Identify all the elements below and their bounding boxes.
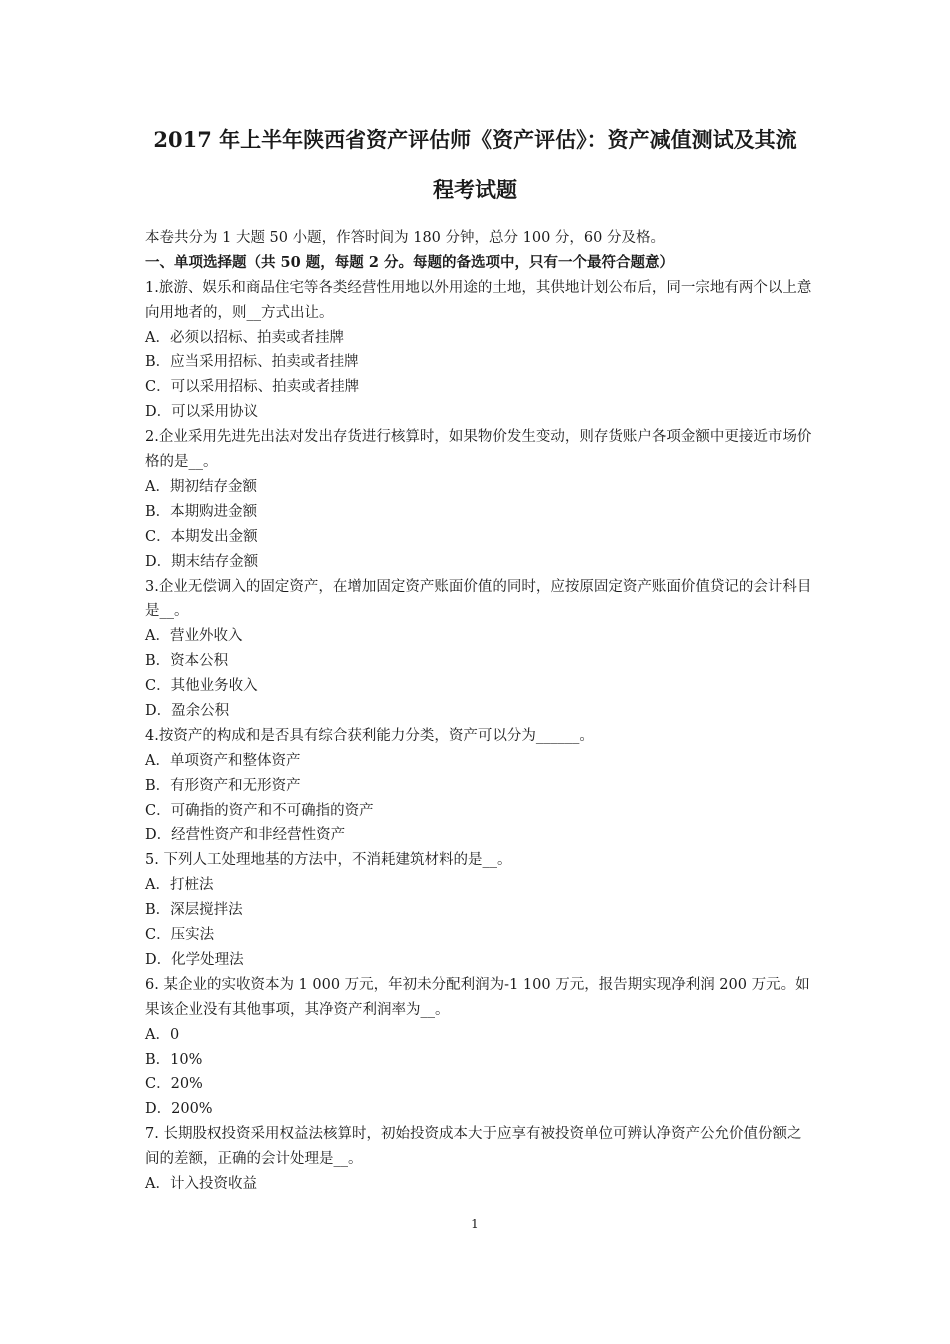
option: C．可以采用招标、拍卖或者挂牌	[145, 379, 360, 396]
option: A．打桩法	[145, 877, 214, 894]
question-stem: 6. 某企业的实收资本为 1 000 万元，年初未分配利润为-1 100 万元，报告期实现净利润 200 万元。如果该企业没有其他事项，其净资产利润率为__。	[145, 976, 810, 1018]
option: D．可以采用协议	[145, 404, 259, 421]
option: A．0	[145, 1026, 180, 1043]
option: B．10%	[145, 1051, 203, 1068]
option: C．本期发出金额	[145, 528, 258, 545]
option: C．其他业务收入	[145, 678, 258, 695]
document-title-line-2: 程考试题	[433, 177, 517, 202]
option: B．应当采用招标、拍卖或者挂牌	[145, 354, 359, 371]
option: D．200%	[145, 1101, 213, 1118]
page-number: 1	[471, 1217, 479, 1231]
option: C．压实法	[145, 927, 215, 944]
option: D．经营性资产和非经营性资产	[145, 827, 346, 844]
exam-intro: 本卷共分为 1 大题 50 小题，作答时间为 180 分钟，总分 100 分，60 分及格。	[145, 230, 665, 246]
option: A．期初结存金额	[145, 478, 257, 495]
option: C．可确指的资产和不可确指的资产	[145, 802, 374, 819]
document-body	[145, 226, 815, 1197]
question	[145, 973, 815, 1122]
option: A．必须以招标、拍卖或者挂牌	[145, 329, 344, 346]
option: D．期末结存金额	[145, 553, 259, 570]
question	[145, 1122, 815, 1197]
option: D．盈余公积	[145, 703, 230, 720]
option: C．20%	[145, 1076, 203, 1093]
question-stem: 4.按资产的构成和是否具有综合获利能力分类，资产可以分为______。	[145, 727, 594, 744]
option: A．单项资产和整体资产	[145, 752, 301, 769]
question	[145, 575, 815, 724]
option: B．本期购进金额	[145, 503, 258, 520]
question	[145, 724, 815, 848]
option: B．深层搅拌法	[145, 902, 243, 919]
option: A．营业外收入	[145, 628, 243, 645]
question-stem: 5. 下列人工处理地基的方法中，不消耗建筑材料的是__。	[145, 852, 512, 869]
section-heading: 一、单项选择题（共 50 题，每题 2 分。每题的备选项中，只有一个最符合题意）	[145, 253, 674, 271]
question	[145, 276, 815, 425]
option: B．有形资产和无形资产	[145, 777, 301, 794]
question-stem: 7. 长期股权投资采用权益法核算时，初始投资成本大于应享有被投资单位可辨认净资产公允价值份额之间的差额，正确的会计处理是__。	[145, 1126, 802, 1168]
option: D．化学处理法	[145, 951, 244, 968]
question-stem: 1.旅游、娱乐和商品住宅等各类经营性用地以外用途的土地，其供地计划公布后，同一宗地有两个以上意向用地者的，则__方式出让。	[145, 279, 812, 321]
question	[145, 848, 815, 972]
question-stem: 3.企业无偿调入的固定资产，在增加固定资产账面价值的同时，应按原固定资产账面价值贷记的会计科目是__。	[145, 578, 812, 620]
document-title-line-1: 2017 年上半年陕西省资产评估师《资产评估》：资产减值测试及其流	[153, 127, 797, 152]
question-stem: 2.企业采用先进先出法对发出存货进行核算时，如果物价发生变动，则存货账户各项金额中更接近市场价格的是__。	[145, 429, 812, 471]
option: B．资本公积	[145, 653, 229, 670]
option: A．计入投资收益	[145, 1176, 257, 1193]
question	[145, 425, 815, 574]
